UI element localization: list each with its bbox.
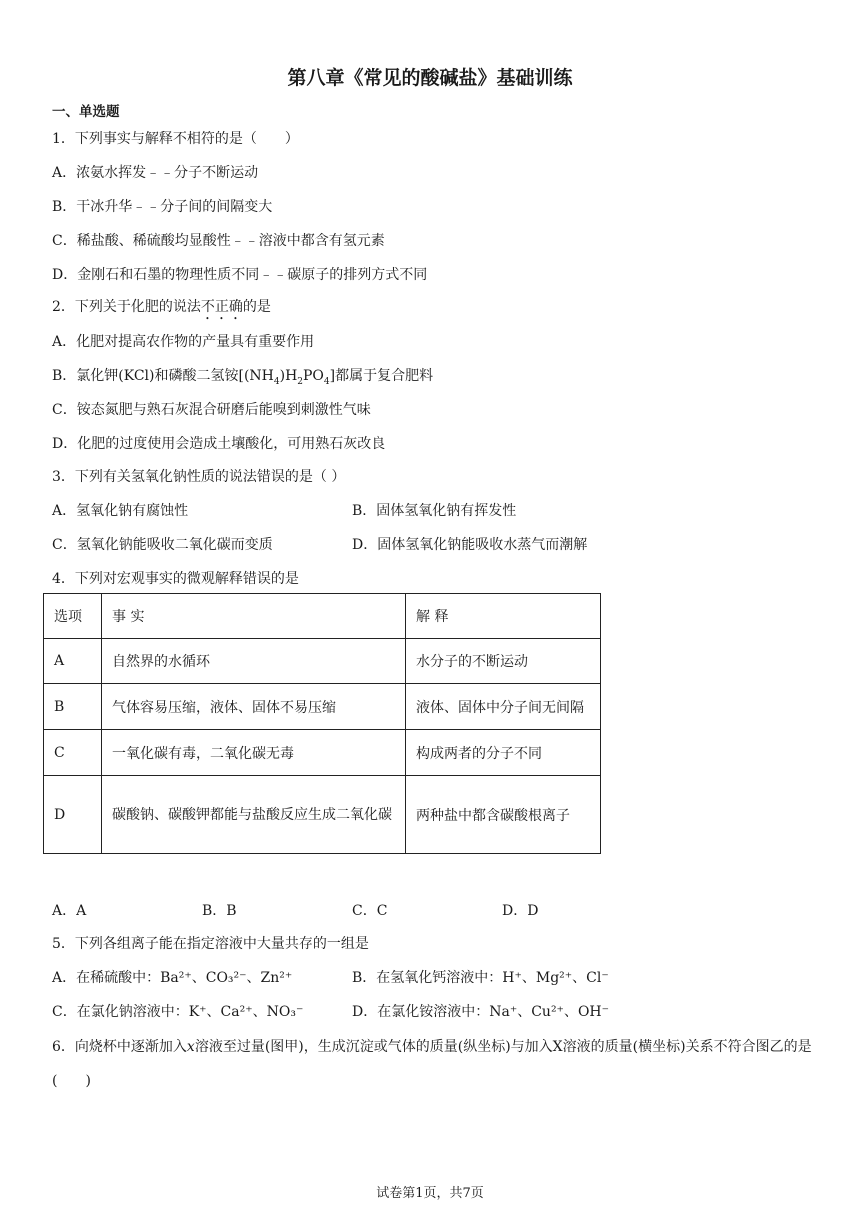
table-header-row <box>44 594 601 639</box>
table-cell: B <box>44 684 102 730</box>
q3-option-d: D．固体氢氧化钠能吸收水蒸气而潮解 <box>352 537 588 553</box>
q2-stem-pre: 2．下列关于化肥的说法 <box>52 299 201 315</box>
table-cell: 液体、固体中分子间无间隔 <box>406 684 601 730</box>
q6-stem-post: 溶液至过量(图甲)，生成沉淀或气体的质量(纵坐标)与加入X溶液的质量(横坐标)关系不符合图乙的是( ) <box>52 1039 812 1089</box>
q4-stem: 4．下列对宏观事实的微观解释错误的是 <box>52 571 299 587</box>
table-row <box>44 639 601 684</box>
q4-option-b: B．B <box>202 903 237 919</box>
q5-option-a: A．在稀硫酸中：Ba²⁺、CO₃²⁻、Zn²⁺ <box>52 970 293 986</box>
q1-option-a: A．浓氨水挥发﹣﹣分子不断运动 <box>52 165 259 181</box>
q5-option-c: C．在氯化钠溶液中：K⁺、Ca²⁺、NO₃⁻ <box>52 1004 304 1020</box>
q2-b-sub1: 4 <box>273 376 280 387</box>
q1-option-b: B．干冰升华﹣﹣分子间的间隔变大 <box>52 199 273 215</box>
q2-b-pre: B．氯化钾(KCl)和磷酸二氢铵[(NH <box>52 368 274 384</box>
q2-stem-post: 的是 <box>242 299 271 315</box>
q3-stem: 3．下列有关氢氧化钠性质的说法错误的是（ ） <box>52 469 346 485</box>
table-row <box>44 730 601 776</box>
table-cell: 一氧化碳有毒，二氧化碳无毒 <box>102 730 406 776</box>
section-heading: 一、单选题 <box>52 104 120 120</box>
table-cell: A <box>44 639 102 684</box>
q6-stem <box>52 1030 817 1098</box>
q5-option-b: B．在氢氧化钙溶液中：H⁺、Mg²⁺、Cl⁻ <box>352 970 609 986</box>
q2-option-d: D．化肥的过度使用会造成土壤酸化，可用熟石灰改良 <box>52 436 386 452</box>
page-footer: 试卷第1页，共7页 <box>376 1186 484 1201</box>
q1-stem: 1．下列事实与解释不相符的是（ ） <box>52 131 299 147</box>
q5-stem: 5．下列各组离子能在指定溶液中大量共存的一组是 <box>52 936 369 952</box>
table-header-cell: 解 释 <box>406 594 601 639</box>
q4-option-c: C．C <box>352 903 388 919</box>
table-row <box>44 776 601 854</box>
q6-stem-pre: 6．向烧杯中逐渐加入 <box>52 1039 187 1055</box>
table-cell: 水分子的不断运动 <box>406 639 601 684</box>
q2-b-sub3: 4 <box>323 376 330 387</box>
table-cell: 两种盐中都含碳酸根离子 <box>406 776 601 854</box>
table-header-cell: 事 实 <box>102 594 406 639</box>
q2-b-mid2: PO <box>303 368 324 384</box>
table-cell: 构成两者的分子不同 <box>406 730 601 776</box>
q5-option-d: D．在氯化铵溶液中：Na⁺、Cu²⁺、OH⁻ <box>352 1004 610 1020</box>
q2-b-post: ]都属于复合肥料 <box>329 368 434 384</box>
q3-option-b: B．固体氢氧化钠有挥发性 <box>352 503 517 519</box>
page-title: 第八章《常见的酸碱盐》基础训练 <box>287 67 573 89</box>
table-cell: 自然界的水循环 <box>102 639 406 684</box>
q2-option-b <box>52 365 433 385</box>
q6-variable: x <box>186 1039 195 1055</box>
q4-table <box>43 593 601 854</box>
q2-option-c: C．铵态氮肥与熟石灰混合研磨后能嗅到刺激性气味 <box>52 402 371 418</box>
table-header-cell: 选项 <box>44 594 102 639</box>
table-cell: 碳酸钠、碳酸钾都能与盐酸反应生成二氧化碳 <box>102 776 406 854</box>
q4-option-a: A．A <box>52 903 87 919</box>
q1-option-c: C．稀盐酸、稀硫酸均显酸性﹣﹣溶液中都含有氢元素 <box>52 233 385 249</box>
q3-option-c: C．氢氧化钠能吸收二氧化碳而变质 <box>52 537 273 553</box>
table-cell: 气体容易压缩，液体、固体不易压缩 <box>102 684 406 730</box>
q2-b-mid: )H <box>279 368 298 384</box>
q4-option-d: D．D <box>502 903 539 919</box>
table-cell: C <box>44 730 102 776</box>
q3-option-a: A．氢氧化钠有腐蚀性 <box>52 503 189 519</box>
q1-option-d: D．金刚石和石墨的物理性质不同﹣﹣碳原子的排列方式不同 <box>52 267 428 283</box>
q2-option-a: A．化肥对提高农作物的产量具有重要作用 <box>52 334 315 350</box>
q2-stem <box>52 296 271 323</box>
q2-b-sub2: 2 <box>297 376 304 387</box>
q2-stem-emphasis: 不正确 <box>200 299 243 315</box>
table-row <box>44 684 601 730</box>
table-cell: D <box>44 776 102 854</box>
